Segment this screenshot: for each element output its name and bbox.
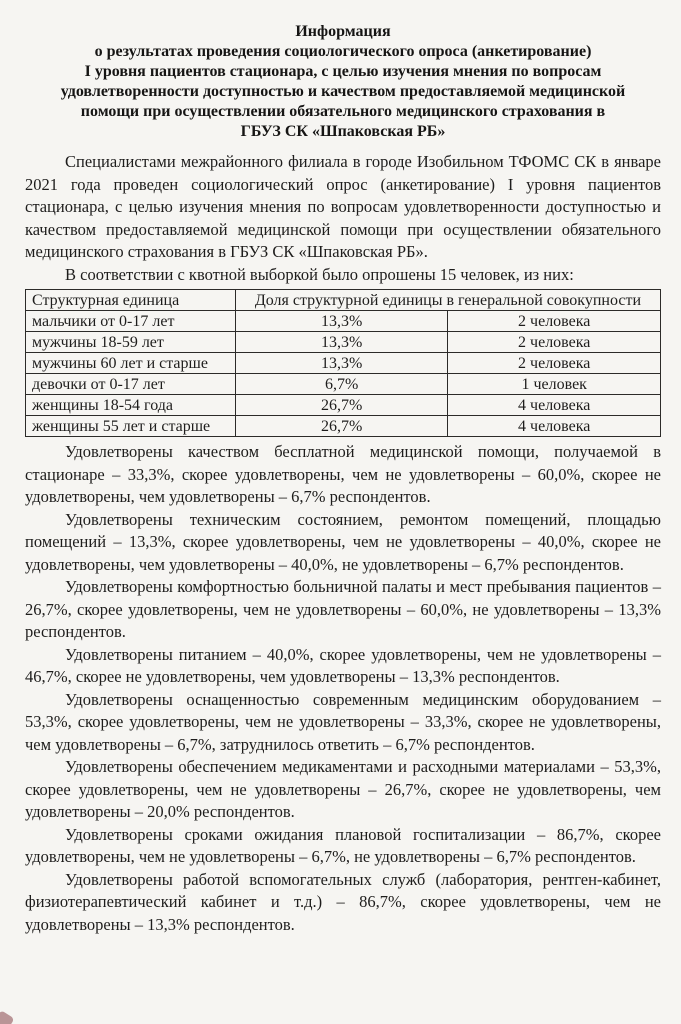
title-line: помощи при осуществлении обязательного медицинского страхования в [80,103,606,120]
share-cell: 13,3% [235,332,448,353]
intro-paragraph: Специалистами межрайонного филиала в городе Изобильном ТФОМС СК в январе 2021 года проведен социологический опрос (анкетирование) I уровня пациентов стационара, с целью изучения мнения по вопросам удовлетворенности доступностью и качеством предоставляемой медицинской помощи при осуществлении обязательного медицинского страхования в ГБУЗ СК «Шпаковская РБ». [25,152,661,261]
table-row [26,395,661,416]
table-row [26,374,661,395]
unit-cell: мужчины 60 лет и старше [26,353,236,374]
table-header-row [26,290,661,311]
results-paragraph: Удовлетворены сроками ожидания плановой госпитализации – 86,7%, скорее удовлетворены, чем не удовлетворены – 6,7%, не удовлетворены – 6,7% респондентов. [25,824,661,866]
title-line: о результатах проведения социологического опроса (анкетирование) [94,43,592,60]
table-row [26,311,661,332]
sample-structure-table [25,289,661,437]
unit-cell: девочки от 0-17 лет [26,374,236,395]
count-cell: 4 человека [448,395,661,416]
title-line: Информация [295,23,391,40]
quota-line: В соответствии с квотной выборкой было опрошены 15 человек, из них: [65,264,574,284]
title-line: ГБУЗ СК «Шпаковская РБ» [240,123,446,140]
count-cell: 4 человека [448,416,661,437]
table-row [26,416,661,437]
count-cell: 2 человека [448,332,661,353]
scan-artifact [0,1010,15,1024]
share-cell: 26,7% [235,395,448,416]
unit-cell: мальчики от 0-17 лет [26,311,236,332]
results-paragraph: Удовлетворены качеством бесплатной медицинской помощи, получаемой в стационаре – 33,3%, скорее удовлетворены, чем не удовлетворены – 60,0%, скорее не удовлетворены, чем удовлетворены – 6,7% респондентов. [25,442,661,506]
results-paragraph: Удовлетворены техническим состоянием, ремонтом помещений, площадью помещений – 13,3%, скорее удовлетворены, чем не удовлетворены – 40,0%, скорее не удовлетворены, чем удовлетворены – 40,0%, не удовлетворены – 6,7% респондентов. [25,509,661,574]
results-paragraph: Удовлетворены обеспечением медикаментами и расходными материалами – 53,3%, скорее удовлетворены, чем не удовлетворены – 26,7%, скорее не удовлетворены, чем удовлетворены – 20,0% респондентов. [25,757,661,821]
results-paragraph: Удовлетворены работой вспомогательных служб (лаборатория, рентген-кабинет, физиотерапевтический кабинет и т.д.) – 86,7%, скорее удовлетворены, чем не удовлетворены – 13,3% респондентов. [25,869,661,934]
count-cell: 1 человек [448,374,661,395]
header-structural-unit: Структурная единица [26,290,236,311]
title-line: удовлетворенности доступностью и качеством предоставляемой медицинской [60,83,626,100]
unit-cell: женщины 18-54 года [26,395,236,416]
results-paragraph: Удовлетворены питанием – 40,0%, скорее удовлетворены, чем не удовлетворены – 46,7%, скорее не удовлетворены, чем удовлетворены – 13,3% респондентов. [25,644,661,686]
count-cell: 2 человека [448,311,661,332]
results-paragraph: Удовлетворены оснащенностью современным медицинским оборудованием – 53,3%, скорее удовлетворены, чем не удовлетворены – 33,3%, скорее не удовлетворены, чем удовлетворены – 6,7%, затруднилось ответить – 6,7% респондентов. [25,689,661,754]
share-cell: 26,7% [235,416,448,437]
unit-cell: мужчины 18-59 лет [26,332,236,353]
table-row [26,332,661,353]
results-paragraph: Удовлетворены комфортностью больничной палаты и мест пребывания пациентов – 26,7%, скорее удовлетворены, чем не удовлетворены – 60,0%, не удовлетворены – 13,3% респондентов. [25,577,661,641]
title-line: I уровня пациентов стационара, с целью изучения мнения по вопросам [84,63,602,80]
table-row [26,353,661,374]
share-cell: 13,3% [235,353,448,374]
count-cell: 2 человека [448,353,661,374]
share-cell: 6,7% [235,374,448,395]
unit-cell: женщины 55 лет и старше [26,416,236,437]
share-cell: 13,3% [235,311,448,332]
header-share-population: Доля структурной единицы в генеральной совокупности [235,290,660,311]
document-title [25,22,661,142]
